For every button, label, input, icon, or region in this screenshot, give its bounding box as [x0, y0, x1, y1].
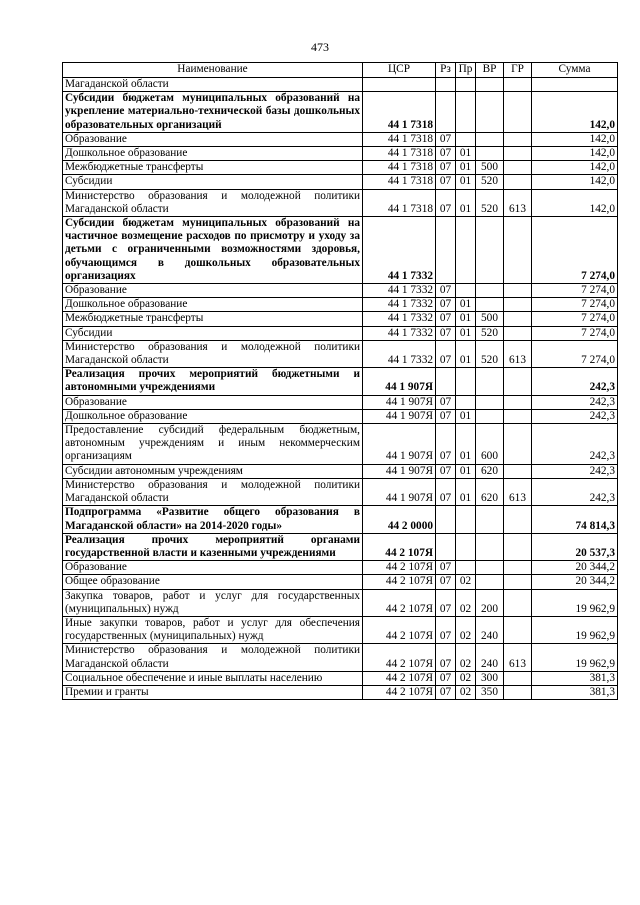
table-row: [63, 368, 618, 395]
row-csr: 44 2 107Я: [363, 589, 436, 616]
row-sum: 142,0: [532, 175, 618, 189]
table-row: [63, 506, 618, 533]
row-pr: [456, 217, 476, 284]
row-gr: [504, 561, 532, 575]
row-csr: 44 2 107Я: [363, 533, 436, 560]
row-vr: 500: [476, 312, 504, 326]
row-csr: 44 2 107Я: [363, 616, 436, 643]
row-gr: [504, 685, 532, 699]
row-rz: 07: [436, 395, 456, 409]
row-vr: [476, 147, 504, 161]
row-gr: [504, 217, 532, 284]
row-pr: 01: [456, 312, 476, 326]
row-gr: [504, 533, 532, 560]
row-vr: [476, 132, 504, 146]
row-pr: [456, 78, 476, 92]
row-gr: [504, 464, 532, 478]
row-sum: 19 962,9: [532, 589, 618, 616]
row-gr: [504, 78, 532, 92]
row-gr: 613: [504, 340, 532, 367]
row-name: Образование: [63, 284, 363, 298]
row-name: Субсидии автономным учреждениям: [63, 464, 363, 478]
row-gr: [504, 161, 532, 175]
row-gr: [504, 589, 532, 616]
table-row: [63, 575, 618, 589]
row-vr: [476, 575, 504, 589]
row-csr: 44 1 7332: [363, 312, 436, 326]
row-rz: 07: [436, 161, 456, 175]
row-rz: 07: [436, 298, 456, 312]
table-row: [63, 685, 618, 699]
row-sum: 242,3: [532, 424, 618, 465]
row-gr: 613: [504, 189, 532, 216]
row-rz: [436, 92, 456, 133]
row-sum: 7 274,0: [532, 312, 618, 326]
row-sum: 7 274,0: [532, 298, 618, 312]
table-row: [63, 464, 618, 478]
row-pr: [456, 284, 476, 298]
row-csr: 44 1 7332: [363, 284, 436, 298]
row-csr: 44 2 107Я: [363, 644, 436, 671]
header-rz: Рз: [436, 63, 456, 78]
row-vr: [476, 368, 504, 395]
row-csr: 44 1 907Я: [363, 409, 436, 423]
row-pr: 02: [456, 589, 476, 616]
row-sum: 142,0: [532, 147, 618, 161]
header-vr: ВР: [476, 63, 504, 78]
row-pr: 01: [456, 175, 476, 189]
row-vr: 520: [476, 340, 504, 367]
table-row: [63, 395, 618, 409]
row-vr: [476, 561, 504, 575]
row-vr: [476, 409, 504, 423]
row-vr: 520: [476, 189, 504, 216]
row-pr: 01: [456, 464, 476, 478]
row-name: Предоставление субсидий федеральным бюджетным, автономным учреждениям и иным некоммерческим организациям: [63, 424, 363, 465]
row-csr: 44 2 107Я: [363, 685, 436, 699]
row-csr: 44 2 107Я: [363, 575, 436, 589]
row-vr: 620: [476, 478, 504, 505]
row-rz: 07: [436, 312, 456, 326]
row-csr: 44 2 107Я: [363, 671, 436, 685]
row-vr: 520: [476, 326, 504, 340]
row-sum: 142,0: [532, 92, 618, 133]
row-name: Дошкольное образование: [63, 298, 363, 312]
row-name: Дошкольное образование: [63, 409, 363, 423]
row-csr: 44 1 7318: [363, 92, 436, 133]
row-pr: [456, 506, 476, 533]
row-pr: [456, 132, 476, 146]
row-name: Субсидии: [63, 175, 363, 189]
row-pr: 01: [456, 478, 476, 505]
row-pr: 01: [456, 326, 476, 340]
row-gr: [504, 368, 532, 395]
row-sum: 7 274,0: [532, 326, 618, 340]
table-row: [63, 424, 618, 465]
table-row: [63, 312, 618, 326]
row-sum: 242,3: [532, 478, 618, 505]
row-name: Закупка товаров, работ и услуг для государственных (муниципальных) нужд: [63, 589, 363, 616]
row-gr: [504, 175, 532, 189]
row-name: Образование: [63, 561, 363, 575]
row-name: Министерство образования и молодежной политики Магаданской области: [63, 478, 363, 505]
row-pr: 01: [456, 189, 476, 216]
row-vr: [476, 298, 504, 312]
table-row: [63, 533, 618, 560]
row-rz: [436, 533, 456, 560]
row-rz: 07: [436, 132, 456, 146]
row-name: Иные закупки товаров, работ и услуг для обеспечения государственных (муниципальных) нужд: [63, 616, 363, 643]
row-gr: [504, 92, 532, 133]
row-pr: 01: [456, 161, 476, 175]
row-sum: 20 344,2: [532, 561, 618, 575]
row-name: Межбюджетные трансферты: [63, 312, 363, 326]
row-name: Министерство образования и молодежной политики Магаданской области: [63, 189, 363, 216]
row-rz: 07: [436, 175, 456, 189]
row-vr: [476, 92, 504, 133]
row-vr: 600: [476, 424, 504, 465]
row-gr: [504, 424, 532, 465]
row-csr: 44 1 907Я: [363, 464, 436, 478]
table-header-row: [63, 63, 618, 78]
row-csr: 44 2 107Я: [363, 561, 436, 575]
row-sum: 20 537,3: [532, 533, 618, 560]
row-csr: [363, 78, 436, 92]
header-name: Наименование: [63, 63, 363, 78]
table-row: [63, 78, 618, 92]
row-sum: 7 274,0: [532, 217, 618, 284]
row-name: Реализация прочих мероприятий органами государственной власти и казенными учреждениями: [63, 533, 363, 560]
row-csr: 44 1 7332: [363, 298, 436, 312]
row-sum: 74 814,3: [532, 506, 618, 533]
row-pr: [456, 533, 476, 560]
row-pr: 02: [456, 685, 476, 699]
row-csr: 44 1 7318: [363, 132, 436, 146]
table-row: [63, 409, 618, 423]
row-sum: 142,0: [532, 161, 618, 175]
table-row: [63, 589, 618, 616]
table-row: [63, 92, 618, 133]
row-pr: 01: [456, 424, 476, 465]
row-vr: 300: [476, 671, 504, 685]
row-name: Образование: [63, 132, 363, 146]
row-name: Министерство образования и молодежной политики Магаданской области: [63, 644, 363, 671]
row-pr: 02: [456, 575, 476, 589]
header-sum: Сумма: [532, 63, 618, 78]
row-vr: [476, 506, 504, 533]
row-gr: [504, 409, 532, 423]
row-rz: [436, 506, 456, 533]
row-vr: [476, 217, 504, 284]
row-pr: 02: [456, 616, 476, 643]
row-gr: [504, 575, 532, 589]
row-gr: [504, 147, 532, 161]
table-row: [63, 147, 618, 161]
row-csr: 44 1 7318: [363, 189, 436, 216]
table-row: [63, 217, 618, 284]
row-rz: 07: [436, 409, 456, 423]
table-row: [63, 161, 618, 175]
row-rz: 07: [436, 326, 456, 340]
row-gr: [504, 506, 532, 533]
row-sum: 19 962,9: [532, 644, 618, 671]
row-vr: 500: [476, 161, 504, 175]
row-gr: [504, 616, 532, 643]
row-vr: [476, 395, 504, 409]
row-sum: 242,3: [532, 368, 618, 395]
row-sum: 242,3: [532, 395, 618, 409]
row-rz: 07: [436, 478, 456, 505]
row-pr: 01: [456, 147, 476, 161]
row-gr: [504, 671, 532, 685]
row-rz: [436, 217, 456, 284]
row-rz: [436, 78, 456, 92]
row-vr: [476, 533, 504, 560]
row-name: Субсидии: [63, 326, 363, 340]
row-rz: 07: [436, 561, 456, 575]
table-row: [63, 132, 618, 146]
row-gr: 613: [504, 644, 532, 671]
row-name: Межбюджетные трансферты: [63, 161, 363, 175]
row-gr: 613: [504, 478, 532, 505]
row-pr: [456, 368, 476, 395]
row-rz: 07: [436, 189, 456, 216]
row-sum: 381,3: [532, 671, 618, 685]
row-name: Образование: [63, 395, 363, 409]
table-row: [63, 644, 618, 671]
row-rz: 07: [436, 147, 456, 161]
row-rz: 07: [436, 464, 456, 478]
table-row: [63, 298, 618, 312]
row-sum: 7 274,0: [532, 284, 618, 298]
row-rz: 07: [436, 671, 456, 685]
row-gr: [504, 395, 532, 409]
row-vr: 520: [476, 175, 504, 189]
row-gr: [504, 298, 532, 312]
header-gr: ГР: [504, 63, 532, 78]
row-rz: 07: [436, 424, 456, 465]
table-row: [63, 671, 618, 685]
row-csr: 44 1 7318: [363, 161, 436, 175]
row-rz: 07: [436, 685, 456, 699]
row-pr: 01: [456, 340, 476, 367]
row-rz: 07: [436, 340, 456, 367]
row-sum: 381,3: [532, 685, 618, 699]
table-row: [63, 284, 618, 298]
row-pr: [456, 395, 476, 409]
row-pr: [456, 561, 476, 575]
row-rz: 07: [436, 575, 456, 589]
row-vr: 620: [476, 464, 504, 478]
row-sum: 142,0: [532, 132, 618, 146]
row-csr: 44 1 907Я: [363, 424, 436, 465]
header-pr: Пр: [456, 63, 476, 78]
row-gr: [504, 284, 532, 298]
header-csr: ЦСР: [363, 63, 436, 78]
row-name: Общее образование: [63, 575, 363, 589]
row-gr: [504, 326, 532, 340]
row-rz: 07: [436, 284, 456, 298]
row-gr: [504, 312, 532, 326]
row-rz: 07: [436, 589, 456, 616]
row-sum: [532, 78, 618, 92]
row-name: Министерство образования и молодежной политики Магаданской области: [63, 340, 363, 367]
row-pr: 02: [456, 671, 476, 685]
row-csr: 44 1 7332: [363, 326, 436, 340]
row-name: Подпрограмма «Развитие общего образования в Магаданской области» на 2014-2020 годы»: [63, 506, 363, 533]
row-sum: 20 344,2: [532, 575, 618, 589]
row-name: Дошкольное образование: [63, 147, 363, 161]
table-row: [63, 189, 618, 216]
row-vr: 200: [476, 589, 504, 616]
row-sum: 142,0: [532, 189, 618, 216]
row-csr: 44 1 7318: [363, 147, 436, 161]
row-name: Премии и гранты: [63, 685, 363, 699]
row-csr: 44 2 0000: [363, 506, 436, 533]
row-pr: 01: [456, 298, 476, 312]
table-body: [63, 78, 618, 700]
table-row: [63, 340, 618, 367]
row-vr: 240: [476, 616, 504, 643]
row-sum: 7 274,0: [532, 340, 618, 367]
budget-table: [62, 62, 618, 700]
table-row: [63, 561, 618, 575]
row-csr: 44 1 7332: [363, 217, 436, 284]
row-sum: 242,3: [532, 464, 618, 478]
row-vr: [476, 284, 504, 298]
row-pr: 02: [456, 644, 476, 671]
row-csr: 44 1 7332: [363, 340, 436, 367]
row-name: Магаданской области: [63, 78, 363, 92]
table-row: [63, 478, 618, 505]
table-row: [63, 175, 618, 189]
row-rz: 07: [436, 644, 456, 671]
row-rz: [436, 368, 456, 395]
row-csr: 44 1 907Я: [363, 368, 436, 395]
row-vr: 240: [476, 644, 504, 671]
row-pr: [456, 92, 476, 133]
row-name: Реализация прочих мероприятий бюджетными и автономными учреждениями: [63, 368, 363, 395]
row-name: Субсидии бюджетам муниципальных образований на укрепление материально-технической базы дошкольных образовательных организаций: [63, 92, 363, 133]
row-vr: 350: [476, 685, 504, 699]
row-vr: [476, 78, 504, 92]
row-name: Социальное обеспечение и иные выплаты населению: [63, 671, 363, 685]
row-csr: 44 1 907Я: [363, 478, 436, 505]
row-csr: 44 1 7318: [363, 175, 436, 189]
row-gr: [504, 132, 532, 146]
row-rz: 07: [436, 616, 456, 643]
row-pr: 01: [456, 409, 476, 423]
row-csr: 44 1 907Я: [363, 395, 436, 409]
row-sum: 19 962,9: [532, 616, 618, 643]
table-row: [63, 326, 618, 340]
table-row: [63, 616, 618, 643]
row-name: Субсидии бюджетам муниципальных образований на частичное возмещение расходов по присмотру и уходу за детьми с ограниченными возможностями здоровья, обучающимся в дошкольных образовательных организациях: [63, 217, 363, 284]
row-sum: 242,3: [532, 409, 618, 423]
page-number: 473: [311, 40, 329, 54]
